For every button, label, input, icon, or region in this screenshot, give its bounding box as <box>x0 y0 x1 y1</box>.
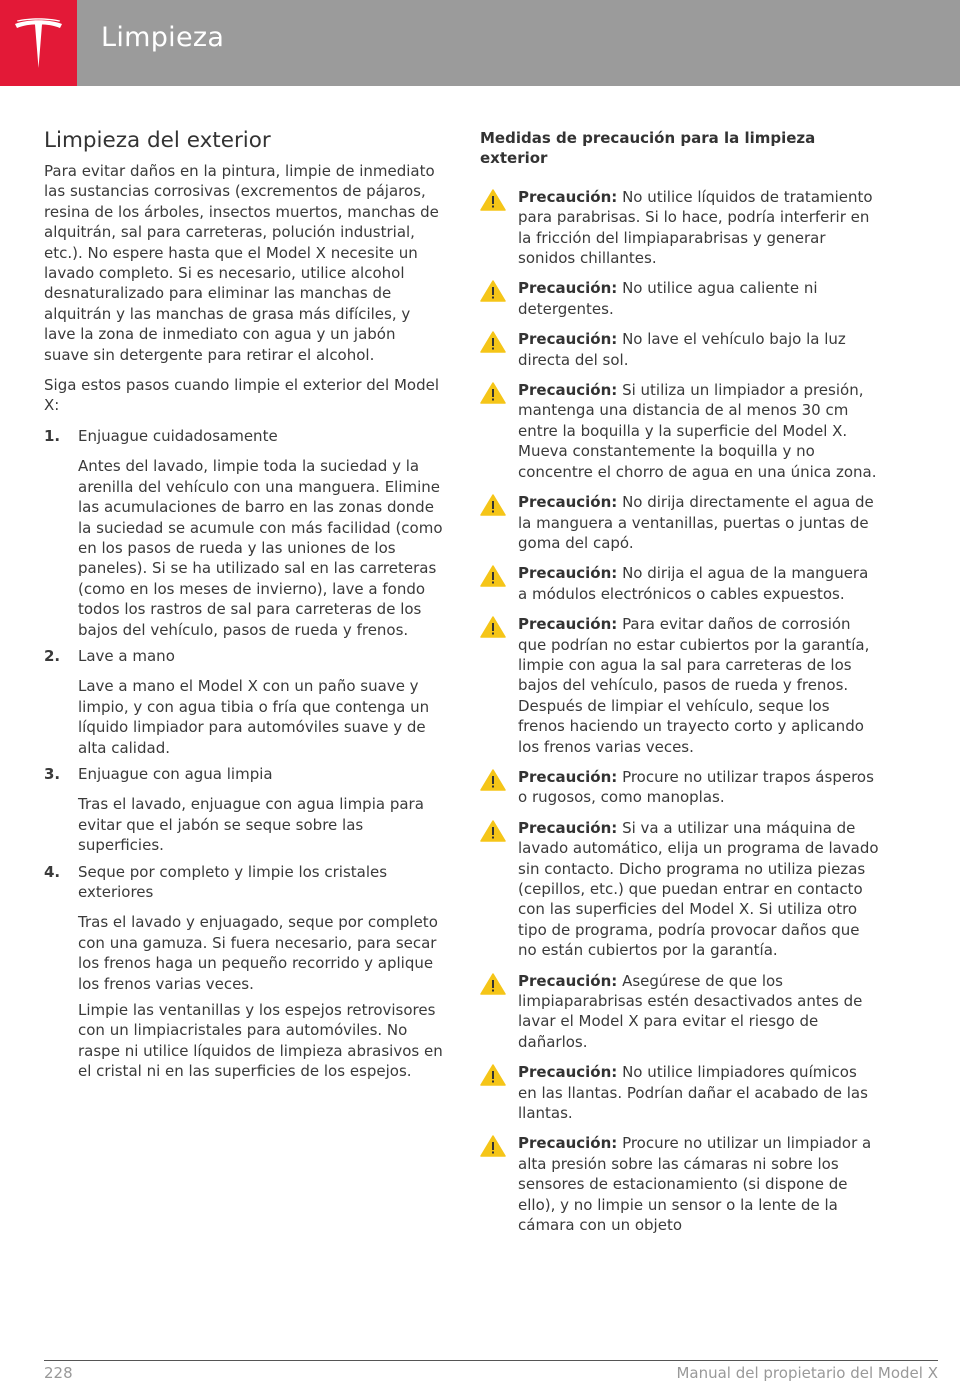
warning-triangle-icon <box>480 1135 506 1162</box>
step-title: Enjuague cuidadosamente <box>78 426 278 445</box>
caution-item <box>480 767 880 808</box>
step-body: Antes del lavado, limpie toda la suciedad y la arenilla del vehículo con una manguera. Elimine las acumulaciones de barro en las zonas donde la suciedad se acumule con más facilidad (como en los pasos de rueda y las uniones de los paneles). Si se ha utilizado sal en las carreteras (como en los meses de invierno), lave a fondo todos los rastros de sal para carreteras de los bajos del vehículo, pasos de rueda y frenos. <box>78 457 443 639</box>
tesla-logo-icon <box>13 18 64 70</box>
caution-item <box>480 1133 880 1235</box>
warning-triangle-icon <box>480 494 506 521</box>
section-title-precautions: Medidas de precaución para la limpieza exterior <box>480 129 816 168</box>
caution-text: No utilice agua caliente ni detergentes. <box>518 279 818 318</box>
intro-paragraph: Para evitar daños en la pintura, limpie de inmediato las sustancias corrosivas (excrementos de pájaros, resina de los árboles, insectos muertos, manchas de alquitrán, sal para carreteras, polución industrial, etc.). No espere hasta que el Model X necesite un lavado completo. Si es necesario, utilice alcohol desnaturalizado para eliminar las manchas de alquitrán y las manchas de grasa más difíciles, y lave la zona de inmediato con agua y un jabón suave sin detergente para retirar el alcohol. <box>44 162 439 364</box>
step-item <box>44 862 444 1082</box>
step-body: Lave a mano el Model X con un paño suave y limpio, y con agua tibia o fría que contenga un líquido limpiador para automóviles suave y de alta calidad. <box>78 677 430 757</box>
caution-item <box>480 563 880 604</box>
caution-item <box>480 818 880 961</box>
caution-text: No dirija directamente el agua de la manguera a ventanillas, puertas o juntas de goma del capó. <box>518 493 874 552</box>
caution-label: Precaución: <box>518 564 618 583</box>
step-body: Tras el lavado y enjuagado, seque por completo con una gamuza. Si fuera necesario, para secar los frenos haga un pequeño recorrido y aplique los frenos varias veces. <box>78 913 438 993</box>
caution-list <box>480 187 880 1236</box>
step-number: 4. <box>44 862 61 881</box>
caution-label: Precaución: <box>518 1063 618 1082</box>
caution-item <box>480 492 880 553</box>
caution-text: No lave el vehículo bajo la luz directa del sol. <box>518 330 846 369</box>
caution-text: No dirija el agua de la manguera a módulos electrónicos o cables expuestos. <box>518 564 869 603</box>
warning-triangle-icon <box>480 769 506 796</box>
caution-item <box>480 380 880 482</box>
caution-item <box>480 971 880 1053</box>
caution-text: No utilice líquidos de tratamiento para parabrisas. Si lo hace, podría interferir en la fricción del limpiaparabrisas y generar sonidos chillantes. <box>518 187 873 268</box>
warning-triangle-icon <box>480 280 506 307</box>
caution-label: Precaución: <box>518 971 618 990</box>
warning-triangle-icon <box>480 820 506 847</box>
step-title: Enjuague con agua limpia <box>78 764 273 783</box>
warning-triangle-icon <box>480 565 506 592</box>
page-header <box>0 0 960 86</box>
caution-text: Para evitar daños de corrosión que podrían no estar cubiertos por la garantía, limpie con agua la sal para carreteras de los bajos del vehículo, pasos de rueda y frenos. Después de limpiar el vehículo, seque los frenos haciendo un trayecto corto y aplicando los frenos varias veces. <box>518 615 870 756</box>
page-title: Limpieza <box>101 22 225 53</box>
step-number: 1. <box>44 426 61 445</box>
caution-label: Precaución: <box>518 187 618 206</box>
steps-intro: Siga estos pasos cuando limpie el exterior del Model X: <box>44 376 439 415</box>
caution-label: Precaución: <box>518 615 618 634</box>
caution-label: Precaución: <box>518 1134 618 1153</box>
caution-label: Precaución: <box>518 767 618 786</box>
warning-triangle-icon <box>480 1064 506 1091</box>
step-body: Tras el lavado, enjuague con agua limpia para evitar que el jabón se seque sobre las superficies. <box>78 795 424 855</box>
step-body-extra: Limpie las ventanillas y los espejos retrovisores con un limpiacristales para automóviles. No raspe ni utilice líquidos de limpieza abrasivos en el cristal ni en las superficies de los espejos. <box>78 1001 443 1081</box>
manual-title: Manual del propietario del Model X <box>676 1364 938 1382</box>
warning-triangle-icon <box>480 973 506 1000</box>
step-title: Seque por completo y limpie los cristales exteriores <box>78 862 388 901</box>
warning-triangle-icon <box>480 382 506 409</box>
caution-label: Precaución: <box>518 493 618 512</box>
warning-triangle-icon <box>480 189 506 216</box>
step-title: Lave a mano <box>78 646 175 665</box>
footer-divider <box>44 1360 938 1361</box>
caution-label: Precaución: <box>518 818 618 837</box>
brand-logo-box <box>0 0 77 86</box>
left-column <box>44 128 444 1088</box>
caution-item <box>480 1062 880 1123</box>
caution-item <box>480 329 880 370</box>
caution-text: No utilice limpiadores químicos en las llantas. Podrían dañar el acabado de las llantas. <box>518 1063 868 1123</box>
step-item <box>44 764 444 856</box>
step-number: 3. <box>44 764 61 783</box>
caution-label: Precaución: <box>518 381 618 400</box>
caution-text: Procure no utilizar trapos ásperos o rugosos, como manoplas. <box>518 767 874 807</box>
caution-text: Asegúrese de que los limpiaparabrisas estén desactivados antes de lavar el Model X para evitar el riesgo de dañarlos. <box>518 971 863 1051</box>
caution-label: Precaución: <box>518 279 618 298</box>
warning-triangle-icon <box>480 616 506 643</box>
caution-text: Si utiliza un limpiador a presión, mantenga una distancia de al menos 30 cm entre la boquilla y la superficie del Model X. Mueva constantemente la boquilla y no concentre el chorro de agua en una única zona. <box>518 381 877 481</box>
caution-item <box>480 278 880 319</box>
step-item <box>44 426 444 640</box>
caution-text: Procure no utilizar un limpiador a alta presión sobre las cámaras ni sobre los sensores de estacionamiento (si dispone de ello), y no limpie un sensor o la lente de la cámara con un objeto <box>518 1134 872 1235</box>
caution-label: Precaución: <box>518 330 618 349</box>
caution-text: Si va a utilizar una máquina de lavado automático, elija un programa de lavado sin contacto. Dicho programa no utiliza piezas (cepillos, etc.) que puedan entrar en contacto con las superficies del Model X. Si utiliza otro tipo de programa, podría provocar daños que no están cubiertos por la garantía. <box>518 818 879 960</box>
page-number: 228 <box>44 1364 73 1382</box>
caution-item <box>480 614 880 757</box>
caution-item <box>480 187 880 269</box>
right-column <box>480 128 880 1246</box>
warning-triangle-icon <box>480 331 506 358</box>
step-item <box>44 646 444 758</box>
section-title-exterior: Limpieza del exterior <box>44 128 271 153</box>
step-number: 2. <box>44 646 61 665</box>
